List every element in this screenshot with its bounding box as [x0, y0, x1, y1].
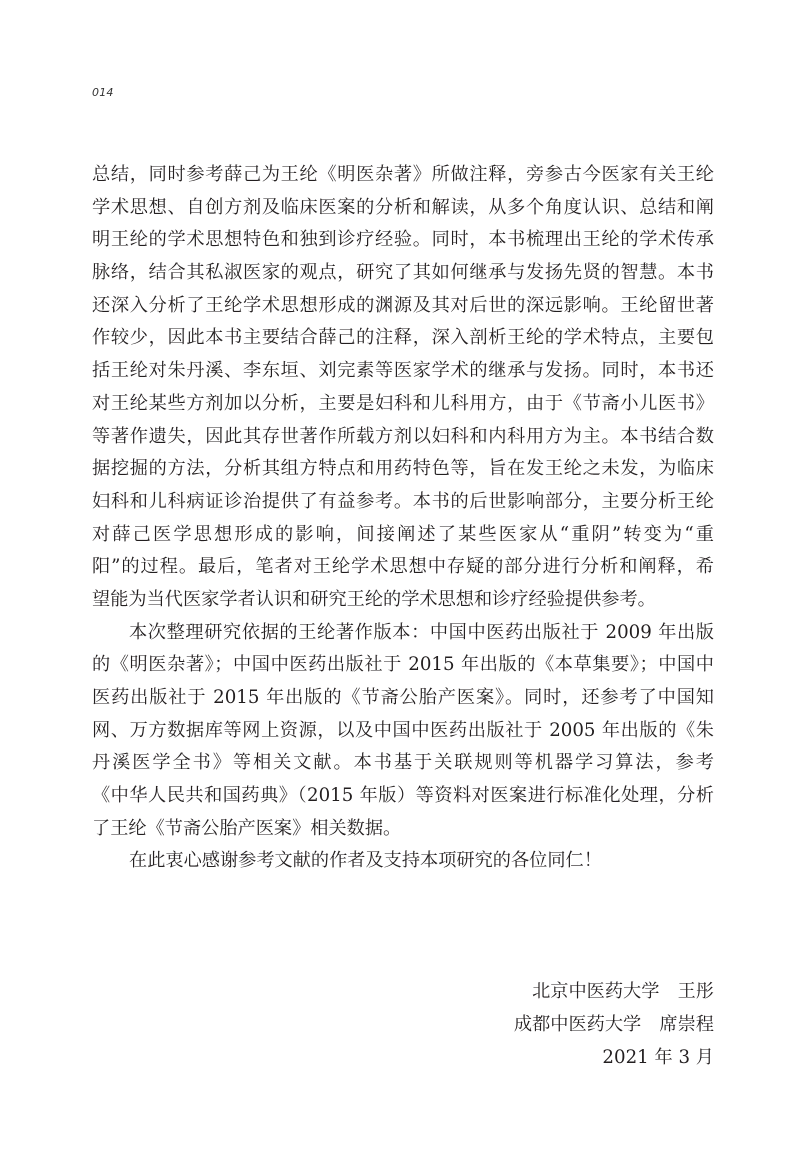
text-line: 明王纶的学术思想特色和独到诊疗经验。同时，本书梳理出王纶的学术传承: [92, 229, 714, 251]
text-line: 总结，同时参考薛己为王纶《明医杂著》所做注释，旁参古今医家有关王纶: [92, 164, 714, 185]
author-affiliation-1: 北京中医药大学 王彤: [532, 981, 714, 1002]
signature-block: [514, 975, 714, 1074]
text-line: 望能为当代医家学者认识和研究王纶的学术思想和诊疗经验提供参考。: [92, 588, 656, 610]
text-line: 医药出版社于 2015 年出版的《节斋公胎产医案》。同时，还参考了中国知: [92, 687, 714, 708]
text-line: 阳”的过程。最后，笔者对王纶学术思想中存疑的部分进行分析和阐释，希: [92, 556, 714, 578]
text-line: 括王纶对朱丹溪、李东垣、刘完素等医家学术的继承与发扬。同时，本书还: [92, 360, 714, 382]
text-line: 还深入分析了王纶学术思想形成的渊源及其对后世的深远影响。王纶留世著: [92, 294, 714, 316]
text-line: 妇科和儿科病证诊治提供了有益参考。本书的后世影响部分，主要分析王纶: [92, 490, 714, 512]
preface-body: [92, 159, 714, 878]
text-line: 《中华人民共和国药典》（2015 年版）等资料对医案进行标准化处理，分析: [92, 785, 714, 807]
text-line: 据挖掘的方法，分析其组方特点和用药特色等，旨在发王纶之未发，为临床: [92, 458, 714, 480]
signature-date: 2021 年 3 月: [602, 1047, 714, 1068]
text-line: 对王纶某些方剂加以分析，主要是妇科和儿科用方，由于《节斋小儿医书》: [92, 392, 714, 414]
author-affiliation-2: 成都中医药大学 席崇程: [513, 1014, 714, 1035]
text-line: 学术思想、自创方剂及临床医案的分析和解读，从多个角度认识、总结和阐: [92, 196, 714, 218]
page-number: 014: [92, 86, 114, 99]
text-line: 作较少，因此本书主要结合薛己的注释，深入剖析王纶的学术特点，主要包: [92, 327, 714, 349]
text-line: 的《明医杂著》；中国中医药出版社于 2015 年出版的《本草集要》；中国中: [92, 654, 714, 676]
text-line: 等著作遗失，因此其存世著作所载方剂以妇科和内科用方为主。本书结合数: [92, 425, 714, 447]
text-line: 本次整理研究依据的王纶著作版本：中国中医药出版社于 2009 年出版: [129, 621, 714, 643]
text-line: 丹溪医学全书》等相关文献。本书基于关联规则等机器学习算法，参考: [92, 752, 714, 774]
text-line: 脉络，结合其私淑医家的观点，研究了其如何继承与发扬先贤的智慧。本书: [92, 262, 714, 284]
text-line: 了王纶《节斋公胎产医案》相关数据。: [92, 817, 402, 839]
text-line: 对薛己医学思想形成的影响，间接阐述了某些医家从“重阴”转变为“重: [92, 523, 714, 545]
text-line: 在此衷心感谢参考文献的作者及支持本项研究的各位同仁！: [129, 850, 602, 872]
text-line: 网、万方数据库等网上资源，以及中国中医药出版社于 2005 年出版的《朱: [92, 719, 714, 741]
